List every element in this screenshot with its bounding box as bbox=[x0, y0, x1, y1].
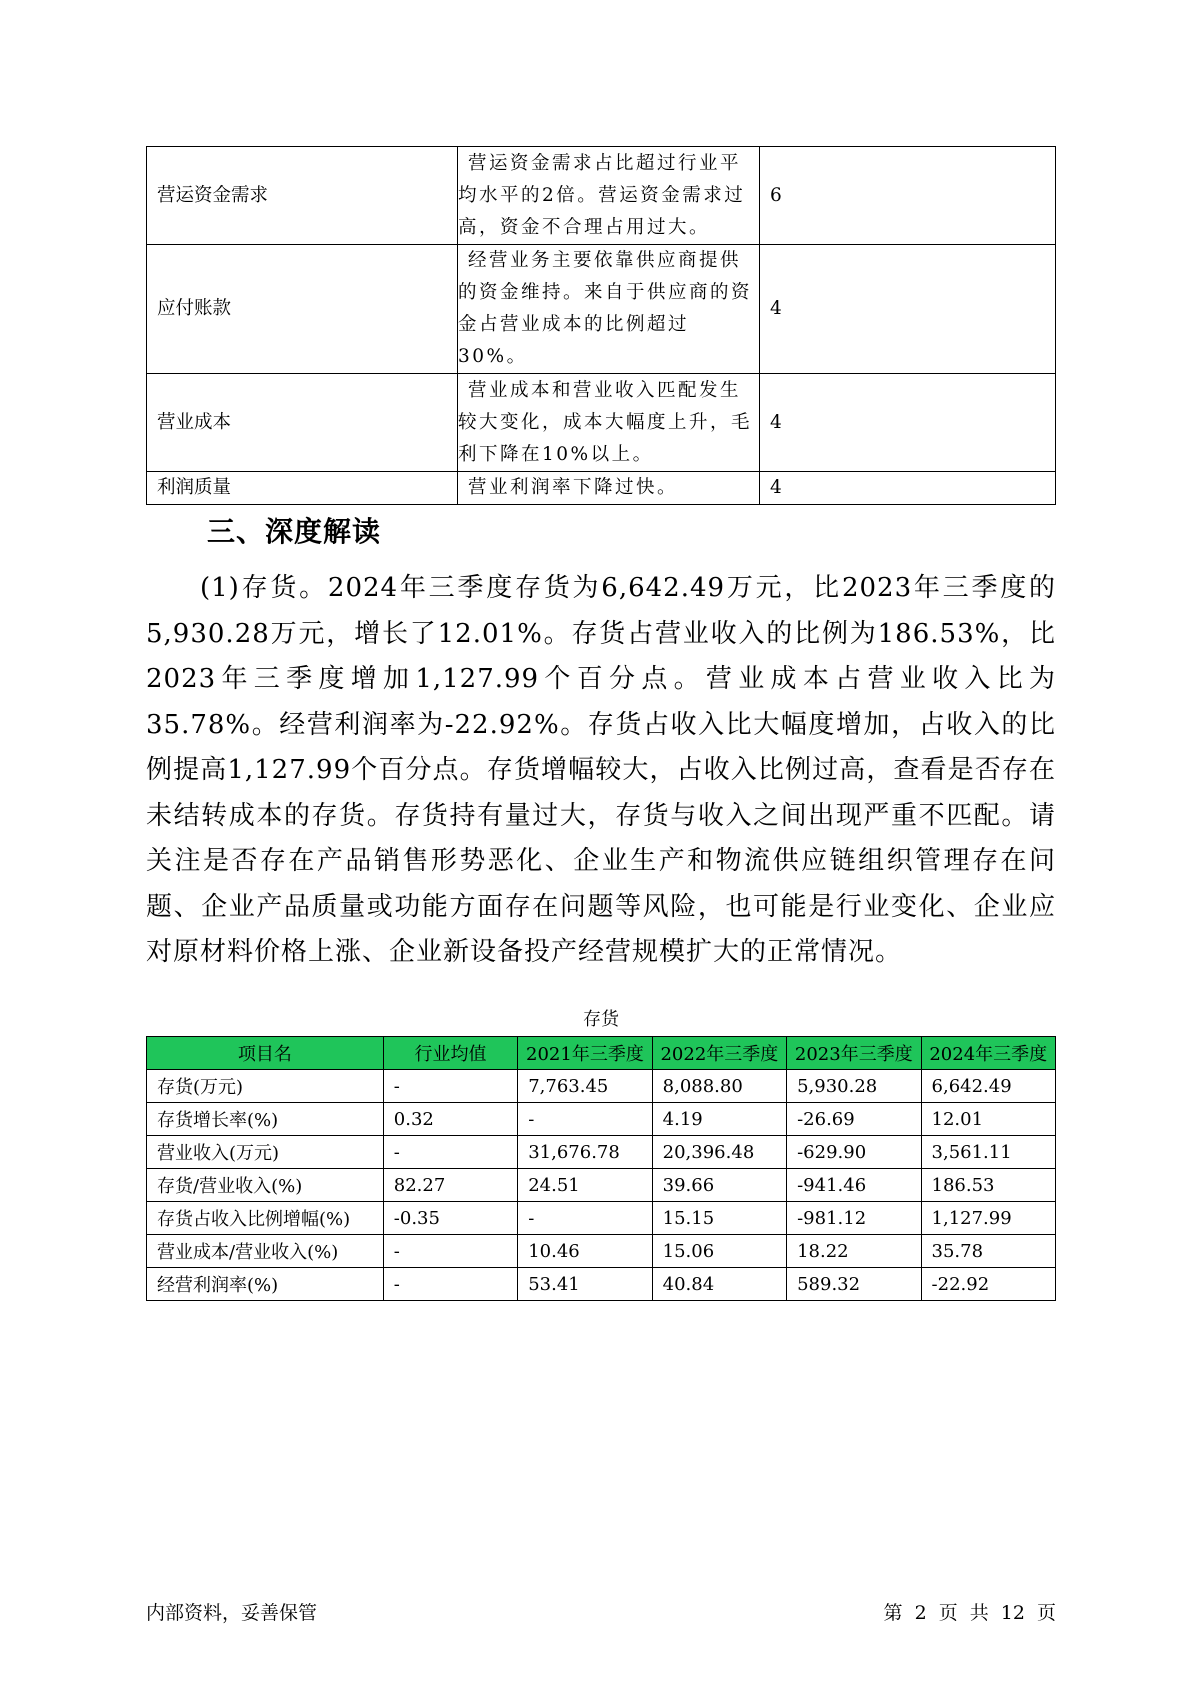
inventory-cell: 7,763.45 bbox=[518, 1070, 652, 1103]
inventory-cell: 18.22 bbox=[787, 1235, 921, 1268]
inventory-cell: 589.32 bbox=[787, 1268, 921, 1301]
risk-score: 4 bbox=[760, 374, 1056, 472]
inventory-cell: 186.53 bbox=[921, 1169, 1055, 1202]
inventory-header-cell: 2021年三季度 bbox=[518, 1037, 652, 1070]
inventory-header-cell: 2024年三季度 bbox=[921, 1037, 1055, 1070]
inventory-cell: - bbox=[383, 1268, 517, 1301]
inventory-row bbox=[147, 1202, 1056, 1235]
risk-item: 营业成本 bbox=[147, 374, 458, 472]
inventory-table-header bbox=[147, 1037, 1056, 1070]
risk-score: 6 bbox=[760, 147, 1056, 245]
inventory-cell: 39.66 bbox=[652, 1169, 786, 1202]
inventory-table-caption: 存货 bbox=[583, 1009, 619, 1030]
inventory-cell: 53.41 bbox=[518, 1268, 652, 1301]
inventory-row bbox=[147, 1169, 1056, 1202]
risk-row bbox=[147, 147, 1056, 245]
inventory-cell: - bbox=[518, 1103, 652, 1136]
risk-score: 4 bbox=[760, 472, 1056, 505]
risk-description: 营业利润率下降过快。 bbox=[458, 472, 760, 505]
inventory-table bbox=[146, 1036, 1056, 1301]
inventory-row bbox=[147, 1268, 1056, 1301]
inventory-cell: 1,127.99 bbox=[921, 1202, 1055, 1235]
inventory-cell: - bbox=[383, 1070, 517, 1103]
inventory-cell: 15.06 bbox=[652, 1235, 786, 1268]
inventory-header-cell: 行业均值 bbox=[383, 1037, 517, 1070]
inventory-cell: 40.84 bbox=[652, 1268, 786, 1301]
inventory-cell: - bbox=[383, 1136, 517, 1169]
inventory-cell: 20,396.48 bbox=[652, 1136, 786, 1169]
risk-item: 应付账款 bbox=[147, 245, 458, 374]
inventory-cell: 24.51 bbox=[518, 1169, 652, 1202]
inventory-row bbox=[147, 1103, 1056, 1136]
inventory-cell: -981.12 bbox=[787, 1202, 921, 1235]
inventory-cell: -629.90 bbox=[787, 1136, 921, 1169]
inventory-cell: 12.01 bbox=[921, 1103, 1055, 1136]
inventory-cell: 5,930.28 bbox=[787, 1070, 921, 1103]
inventory-header-cell: 项目名 bbox=[147, 1037, 384, 1070]
footer-page-number: 第 2 页 共 12 页 bbox=[883, 1602, 1056, 1624]
inventory-row-label: 营业成本/营业收入(%) bbox=[147, 1235, 384, 1268]
inventory-cell: -941.46 bbox=[787, 1169, 921, 1202]
inventory-row-label: 存货(万元) bbox=[147, 1070, 384, 1103]
inventory-header-cell: 2023年三季度 bbox=[787, 1037, 921, 1070]
inventory-cell: - bbox=[518, 1202, 652, 1235]
inventory-cell: 3,561.11 bbox=[921, 1136, 1055, 1169]
inventory-cell: 35.78 bbox=[921, 1235, 1055, 1268]
inventory-row-label: 营业收入(万元) bbox=[147, 1136, 384, 1169]
risk-description: 经营业务主要依靠供应商提供的资金维持。来自于供应商的资金占营业成本的比例超过30%。 bbox=[458, 245, 760, 374]
risk-row bbox=[147, 245, 1056, 374]
risk-description: 营运资金需求占比超过行业平均水平的2倍。营运资金需求过高，资金不合理占用过大。 bbox=[458, 147, 760, 245]
inventory-cell: -26.69 bbox=[787, 1103, 921, 1136]
analysis-paragraph: (1)存货。2024年三季度存货为6,642.49万元，比2023年三季度的5,930.28万元，增长了12.01%。存货占营业收入的比例为186.53%，比2023年三季度增加1,127.99个百分点。营业成本占营业收入比为35.78%。经营利润率为-22.92%。存货占收入比大幅度增加，占收入的比例提高1,127.99个百分点。存货增幅较大，占收入比例过高，查看是否存在未结转成本的存货。存货持有量过大，存货与收入之间出现严重不匹配。请关注是否存在产品销售形势恶化、企业生产和物流供应链组织管理存在问题、企业产品质量或功能方面存在问题等风险，也可能是行业变化、企业应对原材料价格上涨、企业新设备投产经营规模扩大的正常情况。 bbox=[146, 573, 1056, 967]
inventory-row bbox=[147, 1136, 1056, 1169]
inventory-row-label: 存货增长率(%) bbox=[147, 1103, 384, 1136]
risk-table bbox=[146, 146, 1056, 505]
section-title: 三、深度解读 bbox=[207, 515, 382, 548]
inventory-cell: 4.19 bbox=[652, 1103, 786, 1136]
footer-confidential-note: 内部资料，妥善保管 bbox=[146, 1602, 318, 1624]
inventory-cell: 31,676.78 bbox=[518, 1136, 652, 1169]
inventory-cell: 15.15 bbox=[652, 1202, 786, 1235]
risk-item: 营运资金需求 bbox=[147, 147, 458, 245]
inventory-row bbox=[147, 1070, 1056, 1103]
risk-row bbox=[147, 374, 1056, 472]
inventory-cell: 0.32 bbox=[383, 1103, 517, 1136]
inventory-cell: - bbox=[383, 1235, 517, 1268]
inventory-cell: -22.92 bbox=[921, 1268, 1055, 1301]
risk-score: 4 bbox=[760, 245, 1056, 374]
inventory-row-label: 存货占收入比例增幅(%) bbox=[147, 1202, 384, 1235]
inventory-header-cell: 2022年三季度 bbox=[652, 1037, 786, 1070]
risk-row bbox=[147, 472, 1056, 505]
inventory-cell: -0.35 bbox=[383, 1202, 517, 1235]
inventory-cell: 8,088.80 bbox=[652, 1070, 786, 1103]
inventory-row-label: 经营利润率(%) bbox=[147, 1268, 384, 1301]
inventory-cell: 10.46 bbox=[518, 1235, 652, 1268]
inventory-cell: 82.27 bbox=[383, 1169, 517, 1202]
inventory-row bbox=[147, 1235, 1056, 1268]
risk-description: 营业成本和营业收入匹配发生较大变化，成本大幅度上升，毛利下降在10%以上。 bbox=[458, 374, 760, 472]
risk-item: 利润质量 bbox=[147, 472, 458, 505]
inventory-row-label: 存货/营业收入(%) bbox=[147, 1169, 384, 1202]
inventory-cell: 6,642.49 bbox=[921, 1070, 1055, 1103]
